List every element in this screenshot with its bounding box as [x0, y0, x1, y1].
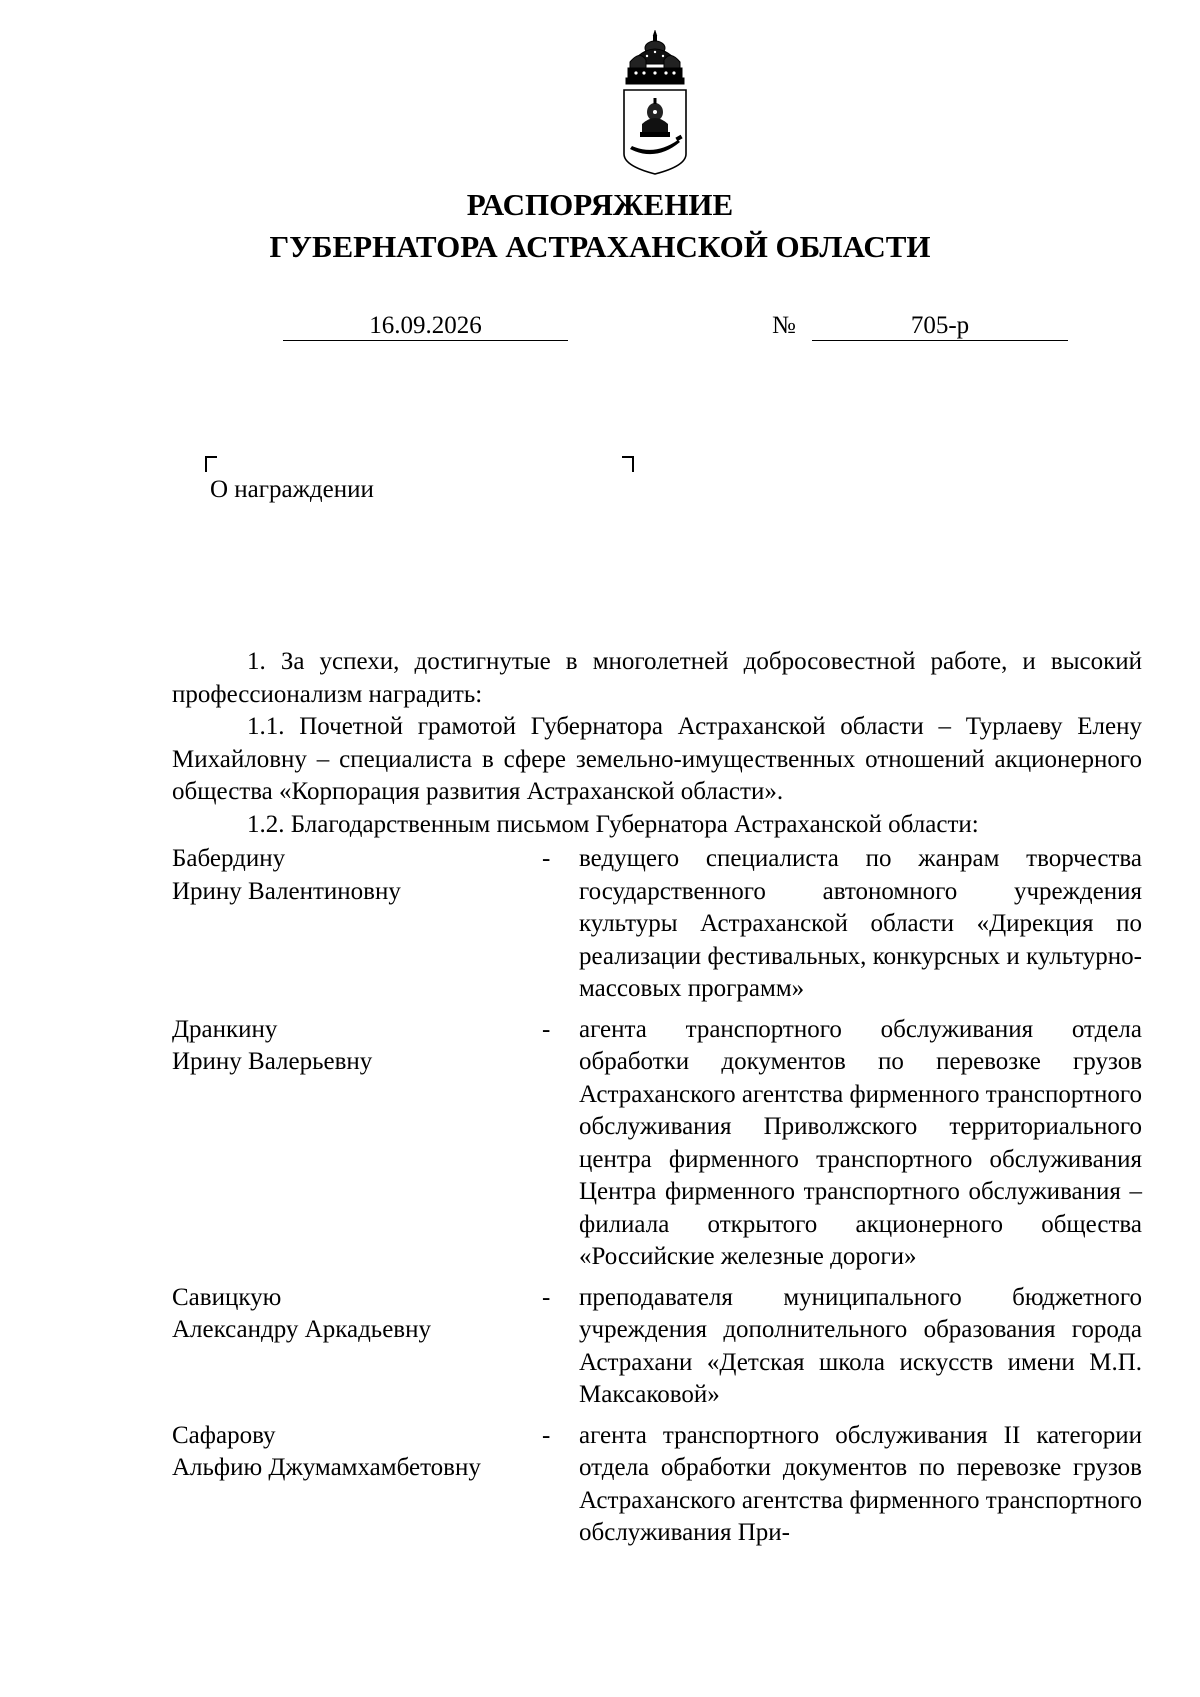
- awardee-given-name: Ирину Валентиновну: [172, 877, 401, 905]
- awardee-row: [172, 1014, 1142, 1274]
- awardee-surname: Сафарову: [172, 1421, 276, 1449]
- awardee-surname: Бабердину: [172, 845, 286, 872]
- awardee-dash: -: [542, 1283, 551, 1311]
- awardee-dash: -: [542, 1421, 551, 1449]
- awardee-name: [172, 843, 542, 1006]
- awardee-position: агента транспортного обслуживания II категории отдела обработки документов по перевозке грузов Астраханского агентства фирменного транспортного обслуживания При-: [579, 1421, 1142, 1546]
- awardee-list: [172, 843, 1142, 1558]
- paragraph-1: 1. За успехи, достигнутые в многолетней добросовестной работе, и высокий профессионализм наградить:: [172, 648, 1142, 708]
- awardee-surname: Дранкину: [172, 1015, 278, 1043]
- issuer-title: ГУБЕРНАТОРА АСТРАХАНСКОЙ ОБЛАСТИ: [269, 229, 931, 264]
- coat-of-arms-icon: [616, 28, 694, 176]
- awardee-name: [172, 1014, 542, 1274]
- number-sign: №: [772, 312, 796, 339]
- document-type-title: РАСПОРЯЖЕНИЕ: [466, 187, 734, 222]
- paragraph-1-2: 1.2. Благодарственным письмом Губернатора Астраханской области:: [247, 810, 979, 838]
- subject-bracket-right: [622, 456, 634, 472]
- document-body: [172, 646, 1142, 841]
- awardee-name: [172, 1282, 542, 1412]
- document-subject: О награждении: [210, 476, 374, 503]
- awardee-row: [172, 1420, 1142, 1550]
- awardee-given-name: Ирину Валерьевну: [172, 1048, 373, 1075]
- awardee-surname: Савицкую: [172, 1283, 282, 1311]
- subject-bracket-left: [205, 456, 217, 472]
- awardee-position: агента транспортного обслуживания отдела обработки документов по перевозке грузов Астраханского агентства фирменного транспортного обслуживания Приволжского территориального центра фирменного транспортного обслуживания Центра фирменного транспортного обслуживания – филиала открытого акционерного общества «Российские железные дороги»: [579, 1015, 1142, 1270]
- awardee-row: [172, 1282, 1142, 1412]
- awardee-given-name: Александру Аркадьевну: [172, 1316, 431, 1343]
- paragraph-1-1: 1.1. Почетной грамотой Губернатора Астраханской области – Турлаеву Елену Михайловну – специалиста в сфере земельно-имущественных отношений акционерного общества «Корпорация развития Астраханской области».: [172, 713, 1142, 805]
- awardee-dash: -: [542, 845, 551, 872]
- awardee-position: преподавателя муниципального бюджетного учреждения дополнительного образования города Астрахани «Детская школа искусств имени М.П. Максаковой»: [579, 1283, 1142, 1408]
- awardee-position: ведущего специалиста по жанрам творчества государственного автономного учреждения культуры Астраханской области «Дирекция по реализации фестивальных, конкурсных и культурно-массовых программ»: [579, 845, 1142, 1002]
- document-number: 705-р: [812, 311, 1068, 341]
- document-date: 16.09.2026: [283, 311, 568, 341]
- awardee-given-name: Альфию Джумамхамбетовну: [172, 1454, 481, 1481]
- awardee-row: [172, 843, 1142, 1006]
- awardee-name: [172, 1420, 542, 1550]
- awardee-dash: -: [542, 1015, 551, 1043]
